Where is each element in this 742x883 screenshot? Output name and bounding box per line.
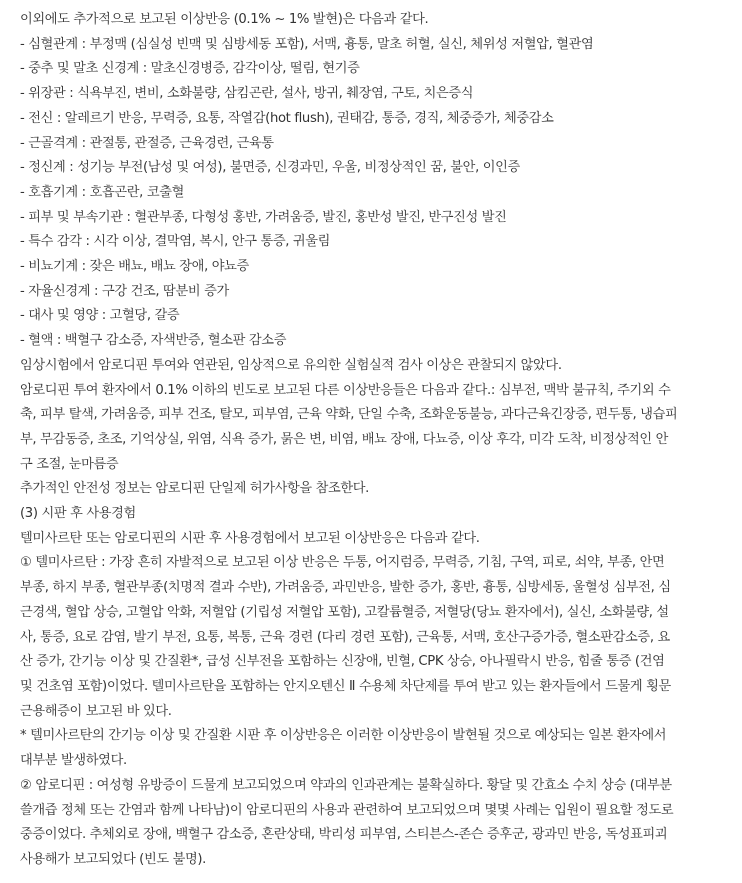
text-line: 부종, 하지 부종, 혈관부종(치명적 결과 수반), 가려움증, 과민반응, 발한 증가, 홍반, 흉통, 심방세동, 울혈성 심부전, 심 xyxy=(20,580,671,596)
text-line: 중증이었다. 추체외로 장애, 백혈구 감소증, 혼란상태, 박리성 피부염, 스티븐스-존슨 증후군, 광과민 반응, 독성표피괴 xyxy=(20,827,668,843)
text-line: 근용해증이 보고된 바 있다. xyxy=(20,703,172,719)
intro-text: 이외에도 추가적으로 보고된 이상반응 (0.1% ~ 1% 발현)은 다음과 같다. xyxy=(20,12,429,27)
text-line: 근경색, 혈압 상승, 고혈압 악화, 저혈압 (기립성 저혈압 포함), 고칼륨혈증, 저혈당(당뇨 환자에서), 실신, 소화불량, 설 xyxy=(20,604,669,620)
list-item: - 피부 및 부속기관 : 혈관부종, 다형성 홍반, 가려움증, 발진, 홍반성 발진, 반구진성 발진 xyxy=(20,209,507,225)
footnote-line: 대부분 발생하였다. xyxy=(20,753,127,769)
list-item: - 호흡기계 : 호흡곤란, 코출혈 xyxy=(20,184,184,200)
text-line: 축, 피부 탈색, 가려움증, 피부 건조, 탈모, 피부염, 근육 약화, 단일 수축, 조화운동불능, 과다근육긴장증, 편두통, 냉습피 xyxy=(20,407,678,423)
text-line: 및 건초염 포함)이었다. 텔미사르탄을 포함하는 안지오텐신 Ⅱ 수용체 차단제를 투여 받고 있는 환자들에서 드물게 횡문 xyxy=(20,678,671,694)
list-item: - 특수 감각 : 시각 이상, 결막염, 복시, 안구 통증, 귀울림 xyxy=(20,234,331,250)
text-line: 구 조절, 눈마름증 xyxy=(20,456,119,472)
text-line: 사, 통증, 요로 감염, 발기 부전, 요통, 복통, 근육 경련 (다리 경련 포함), 근육통, 서맥, 호산구증가증, 혈소판감소증, 요 xyxy=(20,629,670,645)
text-line: 임상시험에서 암로디핀 투여와 연관된, 임상적으로 유의한 실험실적 검사 이상은 관찰되지 않았다. xyxy=(20,357,562,373)
body-text xyxy=(20,354,730,873)
list-item: - 정신계 : 성기능 부전(남성 및 여성), 불면증, 신경과민, 우울, 비정상적인 꿈, 불안, 이인증 xyxy=(20,160,520,176)
list-item: - 위장관 : 식욕부진, 변비, 소화불량, 삼킴곤란, 설사, 방귀, 췌장염, 구토, 치은증식 xyxy=(20,86,474,102)
section-heading: (3) 시판 후 사용경험 xyxy=(20,506,136,522)
organ-system-list xyxy=(20,33,730,354)
list-item: - 근골격계 : 관절통, 관절증, 근육경련, 근육통 xyxy=(20,135,274,151)
text-line: 텔미사르탄 또는 암로디핀의 시판 후 사용경험에서 보고된 이상반응은 다음과 같다. xyxy=(20,530,480,546)
text-line: 암로디핀 투여 환자에서 0.1% 이하의 빈도로 보고된 다른 이상반응들은 다음과 같다.: 심부전, 맥박 불규칙, 주기외 수 xyxy=(20,382,671,398)
text-line: 부, 무감동증, 초조, 기억상실, 위염, 식욕 증가, 묽은 변, 비염, 배뇨 장애, 다뇨증, 이상 후각, 미각 도착, 비정상적인 안 xyxy=(20,431,668,447)
list-item: - 중추 및 말초 신경계 : 말초신경병증, 감각이상, 떨림, 현기증 xyxy=(20,61,360,77)
text-line: 사용해가 보고되었다 (빈도 불명). xyxy=(20,851,207,867)
list-item: - 심혈관계 : 부정맥 (심실성 빈맥 및 심방세동 포함), 서맥, 흉통, 말초 허혈, 실신, 체위성 저혈압, 혈관염 xyxy=(20,36,594,52)
footnote-line: * 텔미사르탄의 간기능 이상 및 간질환 시판 후 이상반응은 이러한 이상반응이 발현될 것으로 예상되는 일본 환자에서 xyxy=(20,728,667,744)
text-line: 추가적인 안전성 정보는 암로디핀 단일제 허가사항을 참조한다. xyxy=(20,481,370,497)
text-line: 쓸개즙 정체 또는 간염과 함께 나타남)이 암로디핀의 사용과 관련하여 보고되었으며 몇몇 사례는 입원이 필요할 정도로 xyxy=(20,802,674,818)
list-item: - 대사 및 영양 : 고혈당, 갈증 xyxy=(20,308,180,324)
text-line: ① 텔미사르탄 : 가장 흔히 자발적으로 보고된 이상 반응은 두통, 어지럼증, 무력증, 기침, 구역, 피로, 쇠약, 부종, 안면 xyxy=(20,555,665,571)
list-item: - 혈액 : 백혈구 감소증, 자색반증, 혈소판 감소증 xyxy=(20,333,287,349)
text-line: ② 암로디핀 : 여성형 유방증이 드물게 보고되었으며 약과의 인과관계는 불확실하다. 황달 및 간효소 수치 상승 (대부분 xyxy=(20,777,672,793)
text-line: 산 증가, 간기능 이상 및 간질환*, 급성 신부전을 포함하는 신장애, 빈혈, CPK 상승, 아나필락시 반응, 힘줄 통증 (건염 xyxy=(20,654,665,670)
list-item: - 전신 : 알레르기 반응, 무력증, 요통, 작열감(hot flush), 권태감, 통증, 경직, 체중증가, 체중감소 xyxy=(20,110,554,126)
list-item: - 자율신경계 : 구강 건조, 땀분비 증가 xyxy=(20,283,229,299)
list-item: - 비뇨기계 : 잦은 배뇨, 배뇨 장애, 야뇨증 xyxy=(20,259,249,275)
